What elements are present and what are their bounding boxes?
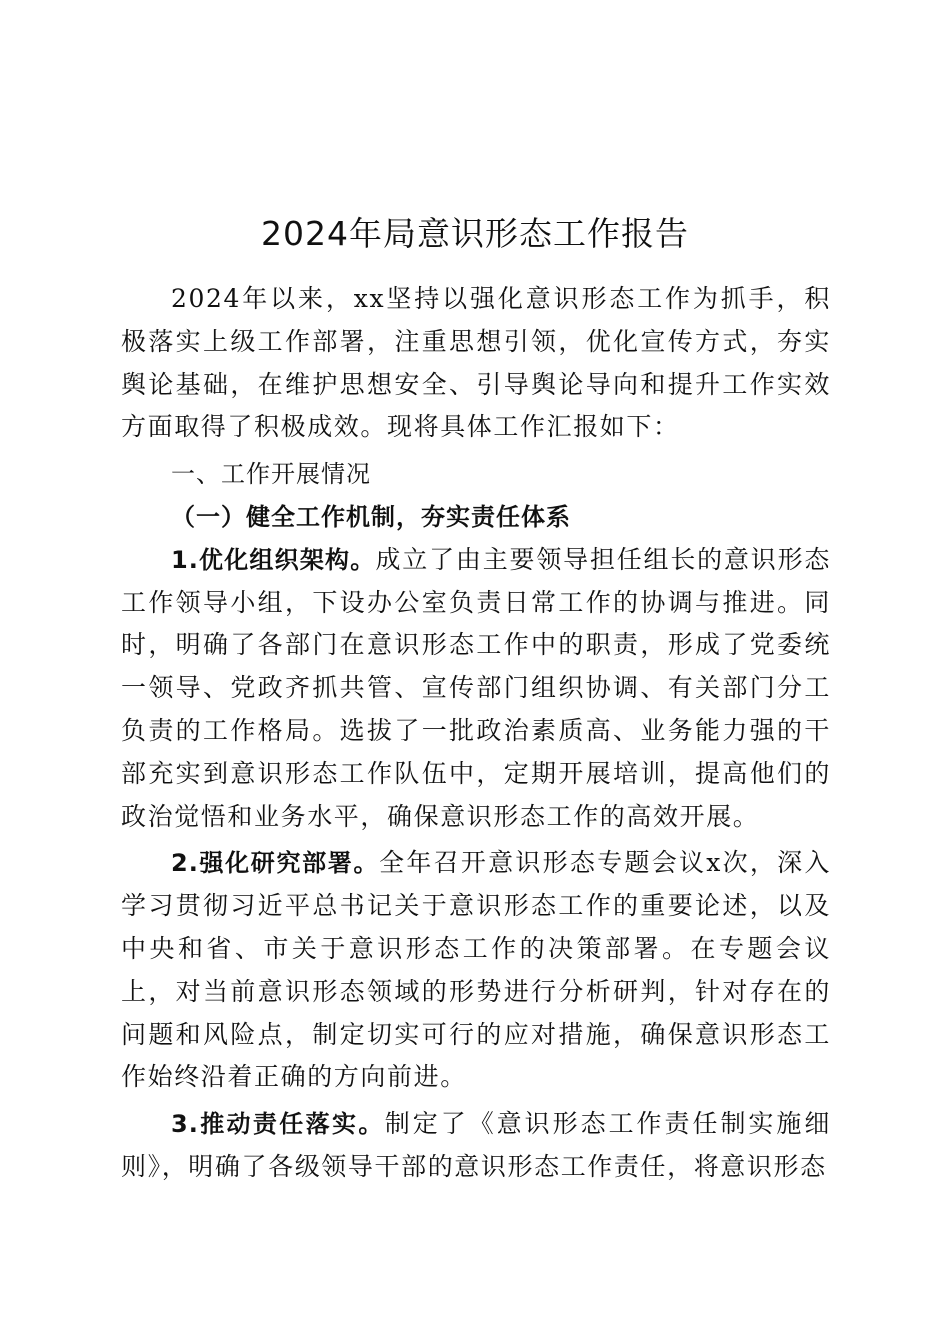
item-paragraph-1 — [121, 539, 831, 839]
item-text-3: 制定了《意识形态工作责任制实施细则》，明确了各级领导干部的意识形态工作责任，将意识形态 — [121, 1109, 831, 1181]
section-heading: 一、工作开展情况 — [171, 460, 371, 489]
subsection-heading: （一）健全工作机制，夯实责任体系 — [171, 502, 571, 531]
intro-paragraph: 2024年以来，xx坚持以强化意识形态工作为抓手，积极落实上级工作部署，注重思想引领，优化宣传方式，夯实舆论基础，在维护思想安全、引导舆论导向和提升工作实效方面取得了积极成效。现将具体工作汇报如下： — [121, 284, 831, 442]
document-body — [121, 278, 831, 1189]
item-paragraph-2 — [121, 842, 831, 1099]
item-lead-1: 1.优化组织架构。 — [171, 545, 376, 574]
document-title: 2024年局意识形态工作报告 — [261, 214, 689, 253]
item-text-1: 成立了由主要领导担任组长的意识形态工作领导小组，下设办公室负责日常工作的协调与推进。同时，明确了各部门在意识形态工作中的职责，形成了党委统一领导、党政齐抓共管、宣传部门组织协调、有关部门分工负责的工作格局。选拔了一批政治素质高、业务能力强的干部充实到意识形态工作队伍中，定期开展培训，提高他们的政治觉悟和业务水平，确保意识形态工作的高效开展。 — [121, 544, 831, 831]
item-paragraph-3 — [121, 1103, 831, 1189]
item-text-2: 全年召开意识形态专题会议x次，深入学习贯彻习近平总书记关于意识形态工作的重要论述，以及中央和省、市关于意识形态工作的决策部署。在专题会议上，对当前意识形态领域的形势进行分析研判，针对存在的问题和风险点，制定切实可行的应对措施，确保意识形态工作始终沿着正确的方向前进。 — [121, 848, 831, 1092]
item-lead-3: 3.推动责任落实。 — [171, 1110, 385, 1139]
item-lead-2: 2.强化研究部署。 — [171, 849, 380, 878]
